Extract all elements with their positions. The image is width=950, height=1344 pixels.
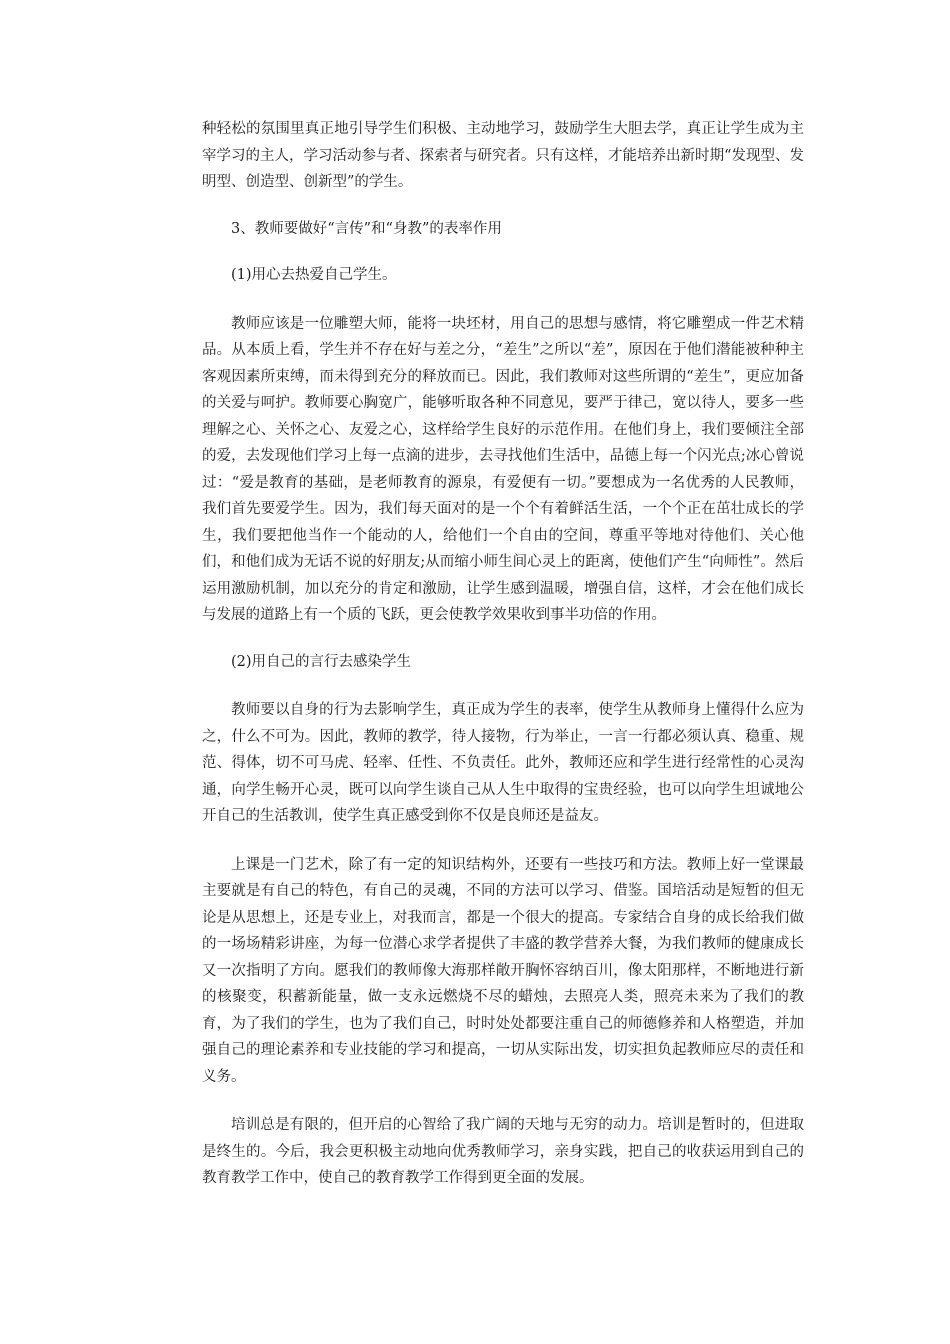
subsection-heading-1: (1)用心去热爱自己学生。 (231, 267, 397, 283)
document-body (202, 116, 804, 1192)
paragraph-teaching-art: 上课是一门艺术，除了有一定的知识结构外，还要有一些技巧和方法。教师上好一堂课最主要就是有自己的特色，有自己的灵魂，不同的方法可以学习、借鉴。国培活动是短暂的但无论是从思想上，还是专业上，对我而言，都是一个很大的提高。专家结合自身的成长给我们做的一场场精彩讲座，为每一位潜心求学者提供了丰盛的教学营养大餐，为我们教师的健康成长又一次指明了方向。愿我们的教师像大海那样敞开胸怀容纳百川，像太阳那样，不断地进行新的核聚变，积蓄新能量，做一支永远燃烧不尽的蜡烛，去照亮人类，照亮未来为了我们的教育，为了我们的学生，也为了我们自己，时时处处都要注重自己的师德修养和人格塑造，并加强自己的理论素养和专业技能的学习和提高，一切从实际出发，切实担负起教师应尽的责任和义务。 (202, 856, 804, 1085)
paragraph-lead-by-example: 教师要以自身的行为去影响学生，真正成为学生的表率，使学生从教师身上懂得什么应为之，什么不可为。因此，教师的教学，待人接物，行为举止，一言一行都必须认真、稳重、规范、得体，切不可马虎、轻率、任性、不负责任。此外，教师还应和学生进行经常性的心灵沟通，向学生畅开心灵，既可以向学生谈自己从人生中取得的宝贵经验，也可以向学生坦诚地公开自己的生活教训，使学生真正感受到你不仅是良师还是益友。 (202, 702, 804, 824)
subsection-heading-2: (2)用自己的言行去感染学生 (231, 653, 412, 670)
paragraph-love-students: 教师应该是一位雕塑大师，能将一块坯材，用自己的思想与感情，将它雕塑成一件艺术精品。从本质上看，学生并不存在好与差之分，“差生”之所以“差”，原因在于他们潜能被种种主客观因素所束缚，而未得到充分的释放而已。因此，我们教师对这些所谓的“差生”，更应加备的关爱与呵护。教师要心胸宽广，能够听取各种不同意见，要严于律己，宽以待人，要多一些理解之心、关怀之心、友爱之心，这样给学生良好的示范作用。在他们身上，我们要倾注全部的爱，去发现他们学习上每一点滴的进步，去寻找他们生活中，品德上每一个闪光点;冰心曾说过：“爱是教育的基础，是老师教育的源泉，有爱便有一切。”要想成为一名优秀的人民教师，我们首先要爱学生。因为，我们每天面对的是一个个有着鲜活生活，一个个正在茁壮成长的学生，我们要把他当作一个能动的人，给他们一个自由的空间，尊重平等地对待他们、关心他们，和他们成为无话不说的好朋友;从而缩小师生间心灵上的距离，使他们产生“向师性”。然后运用激励机制，加以充分的肯定和激励，让学生感到温暖，增强自信，这样，才会在他们成长与发展的道路上有一个质的飞跃，更会使教学效果收到事半功倍的作用。 (202, 315, 804, 623)
paragraph-continuation: 种轻松的氛围里真正地引导学生们积极、主动地学习，鼓励学生大胆去学，真正让学生成为主宰学习的主人，学习活动参与者、探索者与研究者。只有这样，才能培养出新时期“发现型、发明型、创造型、创新型”的学生。 (202, 121, 804, 190)
paragraph-conclusion: 培训总是有限的，但开启的心智给了我广阔的天地与无穷的动力。培训是暂时的，但进取是终生的。今后，我会更积极主动地向优秀教师学习，亲身实践，把自己的收获运用到自己的教育教学工作中，使自己的教育教学工作得到更全面的发展。 (202, 1117, 804, 1186)
section-heading-3: 3、教师要做好“言传”和“身教”的表率作用 (231, 220, 502, 237)
